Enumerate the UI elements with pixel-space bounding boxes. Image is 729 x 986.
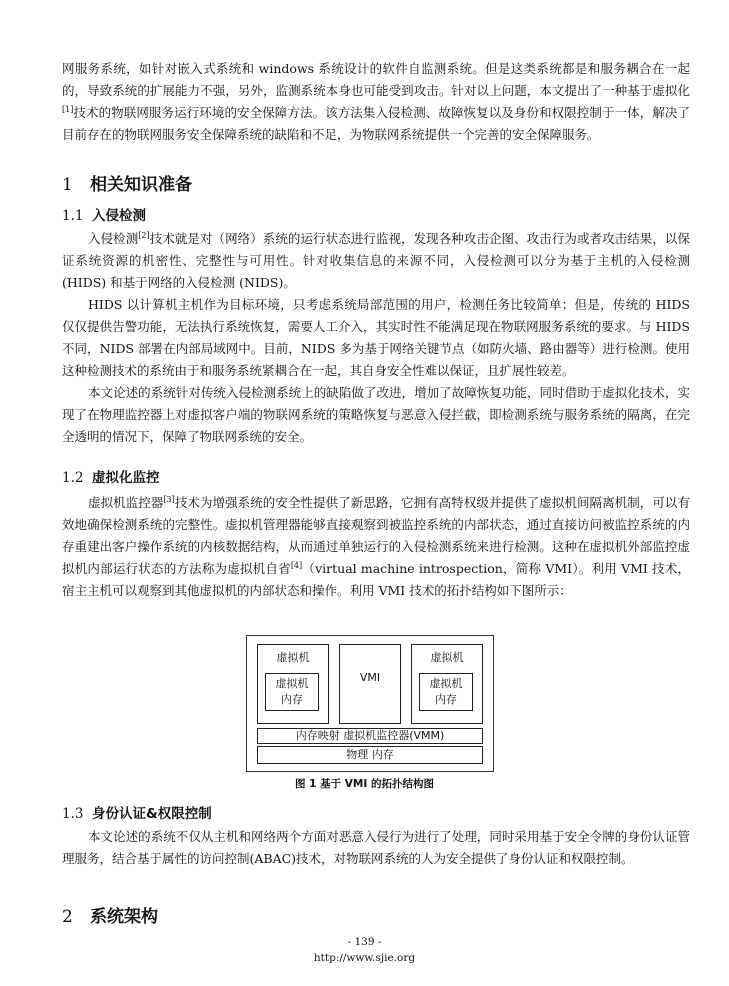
section-1-1-heading: 1.1 入侵检测 bbox=[62, 208, 146, 224]
section-1-3-heading: 1.3 身份认证&权限控制 bbox=[62, 806, 212, 822]
left-vm-box bbox=[257, 644, 329, 724]
right-vm-box bbox=[411, 644, 483, 724]
right-vm-label: 虚拟机 bbox=[430, 651, 464, 664]
left-vm-label: 虚拟机 bbox=[276, 651, 310, 664]
citation-4[interactable]: [4] bbox=[290, 560, 303, 570]
section-1-1-paragraph-3: 本文论述的系统针对传统入侵检测系统上的缺陷做了改进，增加了故障恢复功能，同时借助于虚拟化技术，实现了在物理监控器上对虚拟客户端的物联网系统的策略恢复与恶意入侵拦截，即检测系统与服务系统的隔离，在完全透明的情况下，保障了物联网系统的安全。 bbox=[62, 385, 690, 444]
vmi-label: VMI bbox=[359, 671, 381, 684]
footer-url[interactable]: http://www.sjie.org bbox=[313, 952, 416, 964]
citation-3[interactable]: [3] bbox=[163, 494, 175, 504]
figure-caption: 图 1 基于 VMI 的拓扑结构图 bbox=[295, 778, 434, 790]
intro-paragraph: 网服务系统，如针对嵌入式系统和 windows 系统设计的软件自监测系统。但是这类系统都是和服务耦合在一起的，导致系统的扩展能力不强，另外，监测系统本身也可能受到攻击。针对以上问题，本文提出了一种基于虚拟化[1]技术的物联网服务运行环境的安全保障方法。该方法集入侵检测、故障恢复以及身份和权限控制于一体，解决了目前存在的物联网服务安全保障系统的缺陷和不足，为物联网系统提供一个完善的安全保障服务。 bbox=[62, 61, 690, 142]
section-1-2-paragraph: 虚拟机监控器[3]技术为增强系统的安全性提供了新思路，它拥有高特权级并提供了虚拟机间隔离机制，可以有效地确保检测系统的完整性。虚拟机管理器能够直接观察到被监控系统的内部状态，通过直接访问被监控系统的内存重建出客户操作系统的内核数据结构，从而通过单独运行的入侵检测系统来进行检测。这种在虚拟机外部监控虚拟机内部运行状态的方法称为虚拟机自省[4]（virtual machine introspection，简称 VMI）。利用 VMI 技术，宿主主机可以观察到其他虚拟机的内部状态和操作。利用 VMI 技术的拓扑结构如下图所示： bbox=[62, 494, 690, 598]
citation-1[interactable]: [1] bbox=[62, 104, 74, 114]
section-1-1-paragraph-2: HIDS 以计算机主机作为目标环境，只考虑系统局部范围的用户，检测任务比较简单；但是，传统的 HIDS 仅仅提供告警功能，无法执行系统恢复，需要人工介入，其实时性不能满足现在物联网服务系统的要求。与 HIDS 不同，NIDS 部署在内部局域网中。目前，NIDS 多为基于网络关键节点（如防火墙、路由器等）进行检测。使用这种检测技术的系统由于和服务系统紧耦合在一起，其自身安全性难以保证，且扩展性较差。 bbox=[62, 297, 690, 378]
page-number: - 139 - bbox=[347, 936, 382, 948]
section-1-3-paragraph: 本文论述的系统不仅从主机和网络两个方面对恶意入侵行为进行了处理，同时采用基于安全令牌的身份认证管理服务，结合基于属性的访问控制(ABAC)技术，对物联网系统的人为安全提供了身份认证和权限控制。 bbox=[62, 829, 690, 866]
left-vm-memory-box: 虚拟机 内存 bbox=[265, 673, 319, 711]
section-1-heading: 1 相关知识准备 bbox=[62, 175, 192, 195]
vmi-topology-figure bbox=[246, 635, 494, 772]
right-vm-memory-box: 虚拟机 内存 bbox=[419, 673, 473, 711]
vmi-box bbox=[339, 644, 401, 724]
citation-2[interactable]: [2] bbox=[138, 230, 150, 240]
section-2-heading: 2 系统架构 bbox=[62, 907, 158, 927]
physical-memory-box: 物理 内存 bbox=[257, 746, 483, 764]
vmm-layer-box: 内存映射 虚拟机监控器(VMM) bbox=[257, 728, 483, 744]
section-1-1-paragraph-1: 入侵检测[2]技术就是对（网络）系统的运行状态进行监视，发现各种攻击企图、攻击行为或者攻击结果，以保证系统资源的机密性、完整性与可用性。针对收集信息的来源不同，入侵检测可以分为基于主机的入侵检测 (HIDS) 和基于网络的入侵检测 (NIDS)。 bbox=[62, 230, 690, 290]
section-1-2-heading: 1.2 虚拟化监控 bbox=[62, 470, 160, 486]
